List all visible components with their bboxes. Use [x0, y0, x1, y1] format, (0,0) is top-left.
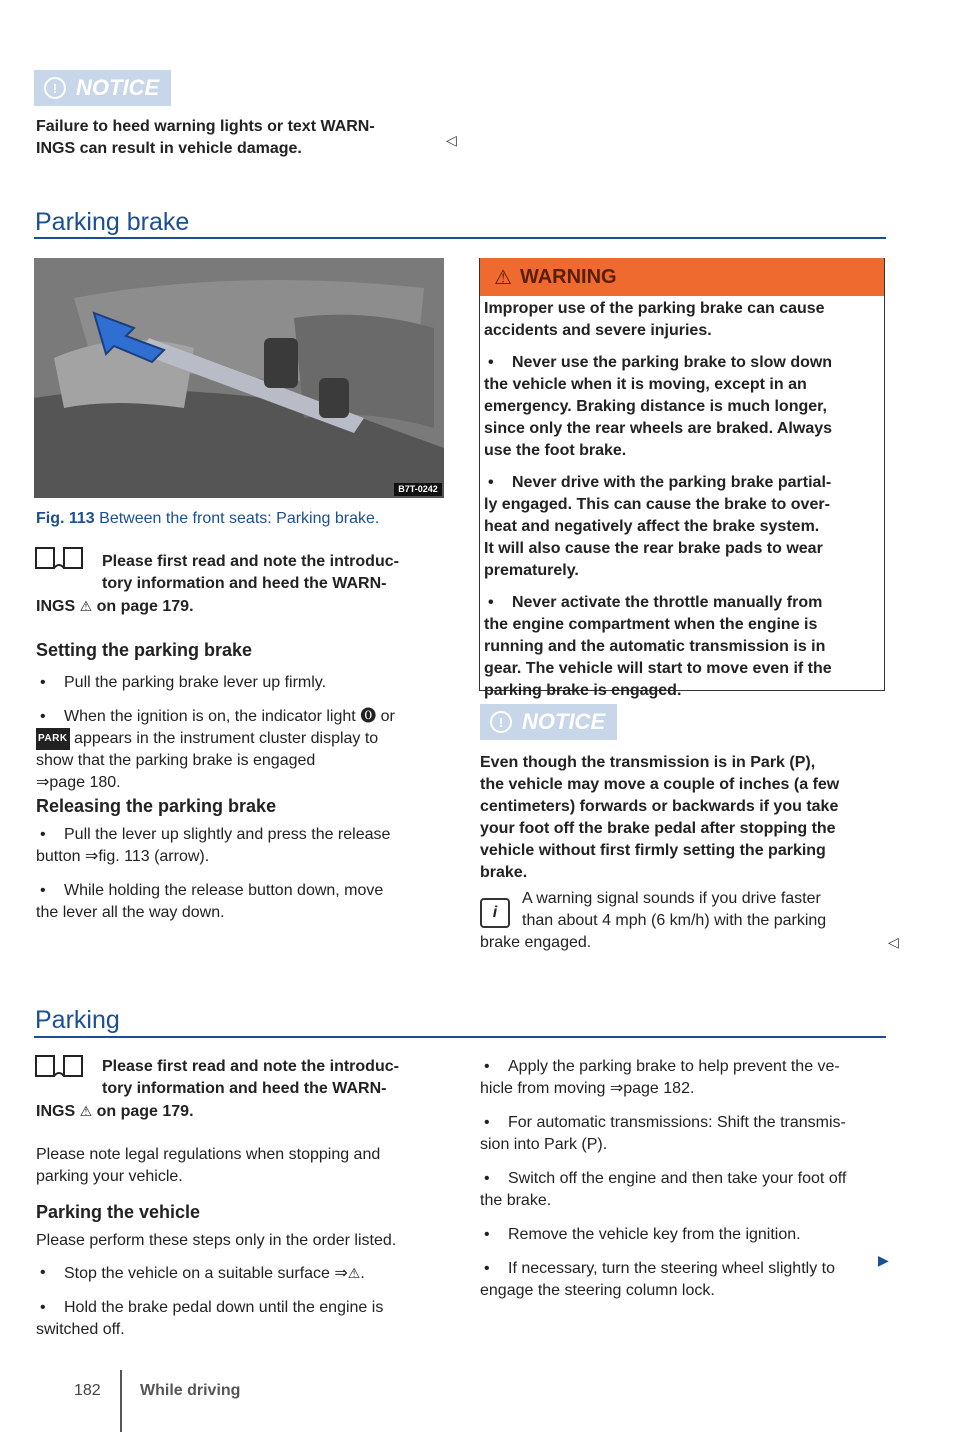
parking-brake-photo	[34, 258, 444, 498]
subheading-parking-vehicle: Parking the vehicle	[36, 1202, 201, 1222]
list-item: • Switch off the engine and then take your foot off	[480, 1168, 890, 1190]
warning-triangle-icon: ⚠	[347, 1265, 361, 1281]
list-item: • For automatic transmissions: Shift the transmis-	[480, 1112, 890, 1134]
intro-text: Please first read and note the introduc- tory information and heed the WARN- INGS ⚠ on page 179.	[36, 553, 399, 615]
parking-brake-illustration	[34, 258, 444, 498]
list-item: • When the ignition is on, the indicator light ⓿ or	[36, 706, 436, 728]
list-item: • Pull the parking brake lever up firmly.	[36, 672, 436, 694]
notice-heading: ! NOTICE	[480, 704, 617, 740]
warning-heading: ⚠ WARNING	[480, 258, 884, 296]
continue-arrow-icon: ▶	[878, 1252, 889, 1268]
exclamation-circle-icon: !	[490, 711, 512, 733]
end-of-section-icon: ◁	[888, 934, 899, 950]
warning-body: Improper use of the parking brake can cause accidents and severe injuries. • Never use the parking brake to slow down the vehicle when it is moving, except in an emergency. Braking distance is much longer, since only the rear wheels are braked. Always use the foot brake. • Never drive with the parking brake partial- ly engaged. This can cause the brake to over- heat and negatively affect the brake system. It will also cause the rear brake pads to wear prematurely. • Never activate the throttle manually from the engine compartment when the engine is running and the automatic transmission is in gear. The vehicle will start to move even if the parking brake is engaged.	[480, 296, 884, 702]
notice-text: Even though the transmission is in Park (P), the vehicle may move a couple of inches (a few centimeters) forwards or backwards if you take your foot off the brake pedal after stopping the vehicle without first firmly setting the parking brake.	[480, 754, 840, 881]
warning-triangle-icon: ⚠	[79, 1103, 93, 1119]
exclamation-circle-icon: !	[44, 77, 66, 99]
warning-triangle-icon: ⚠	[79, 598, 93, 614]
list-item: • Pull the lever up slightly and press the release	[36, 824, 436, 846]
figure-caption: Fig. 113 Between the front seats: Parking brake.	[36, 510, 380, 527]
parking-steps-right: • Apply the parking brake to help prevent the ve- hicle from moving ⇒page 182. • For automatic transmissions: Shift the transmis- sion into Park (P). • Switch off the engine and then take your foot off the brake. • Remove the vehicle key from the ignition. • If necessary, turn the steering wheel slightly to engage the steering column lock.	[480, 1056, 890, 1302]
info-icon: i	[480, 898, 510, 928]
section-title-parking: Parking	[35, 1006, 120, 1034]
brake-indicator-icon: ⓿	[360, 708, 377, 725]
list-item: • If necessary, turn the steering wheel slightly to	[480, 1258, 890, 1280]
section-rule	[34, 1036, 886, 1038]
subheading-releasing: Releasing the parking brake	[36, 796, 277, 816]
list-item: • Apply the parking brake to help prevent the ve-	[480, 1056, 890, 1078]
photo-code: B7T-0242	[398, 484, 438, 494]
list-item: • Never activate the throttle manually from	[484, 592, 876, 614]
notice-heading: ! NOTICE	[34, 70, 171, 106]
page-number: 182	[74, 1382, 101, 1399]
notice-text: Failure to heed warning lights or text WARN- INGS can result in vehicle damage.	[36, 118, 375, 157]
parking-paragraph: Please note legal regulations when stopping and parking your vehicle.	[36, 1146, 381, 1185]
list-item: • Hold the brake pedal down until the engine is	[36, 1297, 436, 1319]
list-item: • Stop the vehicle on a suitable surface ⇒⚠.	[36, 1262, 436, 1285]
parking-steps-left: • Stop the vehicle on a suitable surface ⇒⚠. • Hold the brake pedal down until the engine is switched off.	[36, 1262, 436, 1341]
list-item: • Never drive with the parking brake partial-	[484, 472, 876, 494]
list-item: • Remove the vehicle key from the ignition.	[480, 1224, 890, 1246]
park-indicator: PARK	[36, 728, 70, 750]
setting-steps: • Pull the parking brake lever up firmly. • When the ignition is on, the indicator light ⓿ or PARK appears in the instrument cluster display to show that the parking brake is engaged ⇒page 180.	[36, 672, 436, 794]
parking-order-note: Please perform these steps only in the order listed.	[36, 1232, 397, 1249]
warning-box	[479, 258, 885, 699]
list-item: • While holding the release button down, move	[36, 880, 436, 902]
end-of-section-icon: ◁	[446, 132, 457, 148]
list-item: • Never use the parking brake to slow down	[484, 352, 876, 374]
releasing-steps: • Pull the lever up slightly and press the release button ⇒fig. 113 (arrow). • While holding the release button down, move the lever all the way down.	[36, 824, 436, 924]
footer-divider	[120, 1370, 122, 1432]
footer-section: While driving	[140, 1382, 241, 1399]
subheading-setting: Setting the parking brake	[36, 640, 253, 660]
section-title-parking-brake: Parking brake	[35, 208, 190, 236]
section-rule	[34, 237, 886, 239]
warning-triangle-icon: ⚠	[494, 266, 512, 289]
info-note: A warning signal sounds if you drive faster than about 4 mph (6 km/h) with the parking brake engaged.	[480, 890, 827, 951]
intro-text: Please first read and note the introduc- tory information and heed the WARN- INGS ⚠ on page 179.	[36, 1058, 399, 1120]
